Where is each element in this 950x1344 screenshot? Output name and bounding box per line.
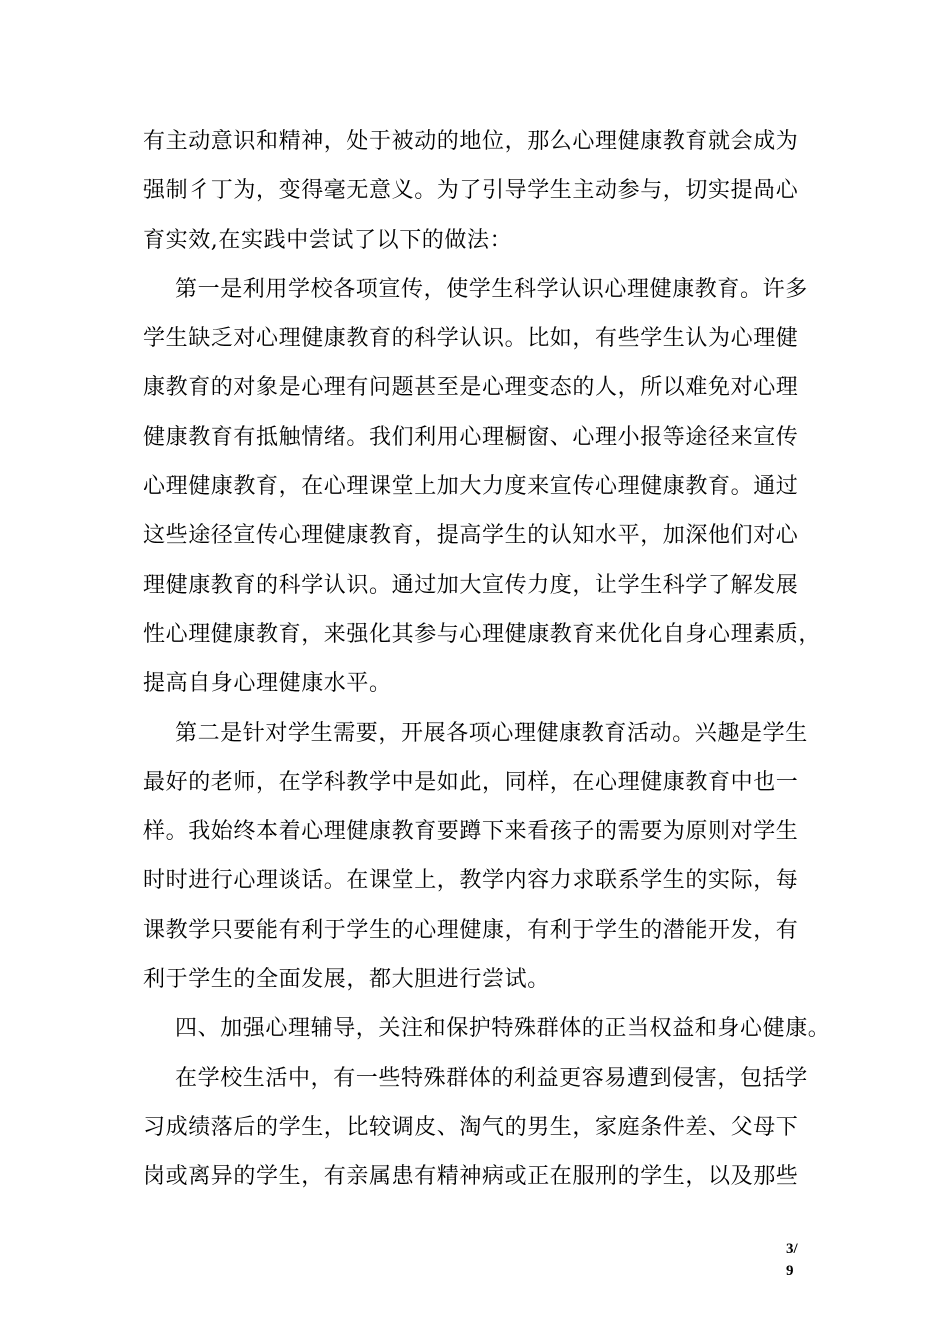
text-line: 有主动意识和精神，处于被动的地位，那么心理健康教育就会成为 xyxy=(143,129,799,154)
text-line: 最好的老师，在学科教学中是如此，同样，在心理健康教育中也一 xyxy=(143,769,799,795)
text-line: 四、加强心理辅导，关注和保护特殊群体的正当权益和身心健康。 xyxy=(175,1016,831,1042)
text-line: 育实效,在实践中尝试了以下的做法： xyxy=(143,227,513,253)
text-line: 性心理健康教育，来强化其参与心理健康教育来优化自身心理素质， xyxy=(143,621,822,647)
text-line: 心理健康教育，在心理课堂上加大力度来宣传心理健康教育。通过 xyxy=(143,474,799,500)
document-body xyxy=(143,117,831,1202)
text-line: 学生缺乏对心理健康教育的科学认识。比如，有些学生认为心理健 xyxy=(143,326,799,352)
text-line: 理健康教育的科学认识。通过加大宣传力度，让学生科学了解发展 xyxy=(143,572,799,598)
text-line: 第二是针对学生需要，开展各项心理健康教育活动。兴趣是学生 xyxy=(175,720,808,746)
text-line: 时时进行心理谈话。在课堂上，教学内容力求联系学生的实际，每 xyxy=(143,868,799,894)
text-line: 习成绩落后的学生，比较调皮、淘气的男生，家庭条件差、父母下 xyxy=(143,1114,799,1140)
text-line: 强制彳丁为，变得毫无意义。为了引导学生主动参与，切实提咼心 xyxy=(143,178,799,204)
text-line: 健康教育有抵触情绪。我们利用心理橱窗、心理小报等途径来宣传 xyxy=(143,424,799,450)
text-line: 第一是利用学校各项宣传，使学生科学认识心理健康教育。许多 xyxy=(175,276,808,302)
text-line: 康教育的对象是心理有问题甚至是心理变态的人，所以难免对心理 xyxy=(143,375,799,401)
text-line: 这些途径宣传心理健康教育，提高学生的认知水平，加深他们对心 xyxy=(143,523,799,549)
text-line: 利于学生的全面发展，都大胆进行尝试。 xyxy=(143,967,550,993)
text-line: 样。我始终本着心理健康教育要蹲下来看孩子的需要为原则对学生 xyxy=(143,819,799,845)
text-line: 在学校生活中，有一些特殊群体的利益更容易遭到侵害，包括学 xyxy=(175,1065,808,1091)
text-line: 提高自身心理健康水平。 xyxy=(143,671,392,697)
page-number-current: 3/ xyxy=(786,1241,798,1257)
page-number xyxy=(786,1238,816,1282)
page-number-total: 9 xyxy=(786,1263,794,1279)
text-line: 岗或离异的学生，有亲属患有精神病或正在服刑的学生，以及那些 xyxy=(143,1164,799,1190)
text-line: 课教学只要能有利于学生的心理健康，有利于学生的潜能开发，有 xyxy=(143,917,799,943)
